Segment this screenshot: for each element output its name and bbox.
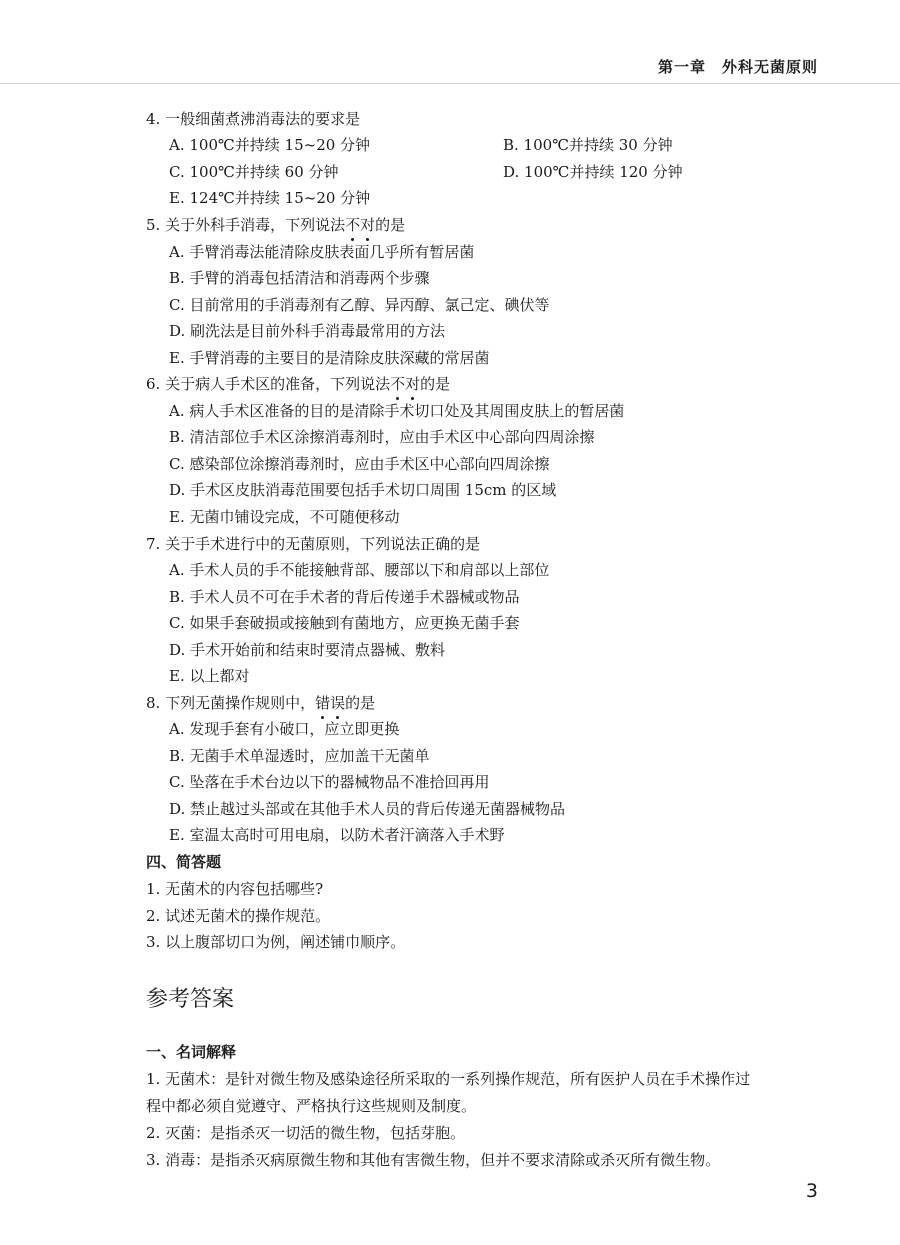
q7-stem: 7. 关于手术进行中的无菌原则，下列说法正确的是	[146, 535, 481, 553]
answer-1-line-1: 1. 无菌术：是针对微生物及感染途径所采取的一系列操作规范，所有医护人员在手术操作过	[146, 1070, 751, 1088]
q5-emphasis-1: 不	[345, 212, 360, 238]
q7-option-b: B. 手术人员不可在手术者的背后传递手术器械或物品	[169, 588, 520, 606]
q8-stem	[146, 690, 375, 716]
q6-stem	[146, 371, 450, 397]
q4-stem: 4. 一般细菌煮沸消毒法的要求是	[146, 110, 361, 128]
q4-option-d: D. 100℃并持续 120 分钟	[503, 163, 683, 181]
answer-3: 3. 消毒：是指杀灭病原微生物和其他有害微生物，但并不要求清除或杀灭所有微生物。	[146, 1151, 721, 1169]
q6-stem-pre: 6. 关于病人手术区的准备，下列说法	[146, 375, 391, 393]
running-header: 第一章 外科无菌原则	[657, 58, 818, 76]
answers-title: 参考答案	[146, 987, 235, 1012]
q8-option-b: B. 无菌手术单湿透时，应加盖干无菌单	[169, 747, 430, 765]
section-short-answer-title: 四、简答题	[146, 853, 222, 871]
q6-emphasis-1: 不	[390, 371, 405, 397]
q8-emphasis-1: 错	[315, 690, 330, 716]
q6-option-a: A. 病人手术区准备的目的是清除手术切口处及其周围皮肤上的暂居菌	[169, 402, 625, 420]
q8-stem-pre: 8. 下列无菌操作规则中，	[146, 694, 316, 712]
q5-stem-pre: 5. 关于外科手消毒，下列说法	[146, 216, 346, 234]
header-rule	[0, 83, 900, 84]
q6-option-b: B. 清洁部位手术区涂擦消毒剂时，应由手术区中心部向四周涂擦	[169, 428, 595, 446]
page-number: 3	[805, 1180, 818, 1202]
q5-emphasis-2: 对	[360, 212, 375, 238]
answer-2: 2. 灭菌：是指杀灭一切活的微生物，包括芽胞。	[146, 1124, 466, 1142]
short-answer-item: 1. 无菌术的内容包括哪些?	[146, 880, 324, 898]
q6-option-d: D. 手术区皮肤消毒范围要包括手术切口周围 15cm 的区域	[169, 481, 557, 499]
q8-option-d: D. 禁止越过头部或在其他手术人员的背后传递无菌器械物品	[169, 800, 566, 818]
q7-option-e: E. 以上都对	[169, 667, 250, 685]
q8-option-a: A. 发现手套有小破口，应立即更换	[169, 720, 400, 738]
q5-option-e: E. 手臂消毒的主要目的是清除皮肤深藏的常居菌	[169, 349, 490, 367]
q8-stem-post: 的是	[345, 694, 376, 712]
q4-option-e: E. 124℃并持续 15~20 分钟	[169, 189, 371, 207]
q5-option-b: B. 手臂的消毒包括清洁和消毒两个步骤	[169, 269, 430, 287]
q8-option-e: E. 室温太高时可用电扇，以防术者汗滴落入手术野	[169, 826, 505, 844]
q5-option-a: A. 手臂消毒法能清除皮肤表面几乎所有暂居菌	[169, 243, 475, 261]
q7-option-a: A. 手术人员的手不能接触背部、腰部以下和肩部以上部位	[169, 561, 550, 579]
q7-option-c: C. 如果手套破损或接触到有菌地方，应更换无菌手套	[169, 614, 520, 632]
answer-1-line-2: 程中都必须自觉遵守、严格执行这些规则及制度。	[146, 1097, 477, 1115]
q4-option-a: A. 100℃并持续 15~20 分钟	[169, 136, 371, 154]
q5-option-c: C. 目前常用的手消毒剂有乙醇、异丙醇、氯己定、碘伏等	[169, 296, 550, 314]
short-answer-item: 2. 试述无菌术的操作规范。	[146, 907, 331, 925]
q5-stem	[146, 212, 405, 238]
q4-option-b: B. 100℃并持续 30 分钟	[503, 136, 673, 154]
q7-option-d: D. 手术开始前和结束时要清点器械、敷料	[169, 641, 446, 659]
q5-stem-post: 的是	[375, 216, 406, 234]
q6-option-e: E. 无菌巾铺设完成，不可随便移动	[169, 508, 400, 526]
q5-option-d: D. 刷洗法是目前外科手消毒最常用的方法	[169, 322, 446, 340]
q8-option-c: C. 坠落在手术台边以下的器械物品不准拾回再用	[169, 773, 490, 791]
q4-option-c: C. 100℃并持续 60 分钟	[169, 163, 339, 181]
q6-option-c: C. 感染部位涂擦消毒剂时，应由手术区中心部向四周涂擦	[169, 455, 550, 473]
answers-section-1-title: 一、名词解释	[146, 1043, 237, 1061]
q6-stem-post: 的是	[420, 375, 451, 393]
short-answer-item: 3. 以上腹部切口为例，阐述铺巾顺序。	[146, 933, 406, 951]
q6-emphasis-2: 对	[405, 371, 420, 397]
q8-emphasis-2: 误	[330, 690, 345, 716]
